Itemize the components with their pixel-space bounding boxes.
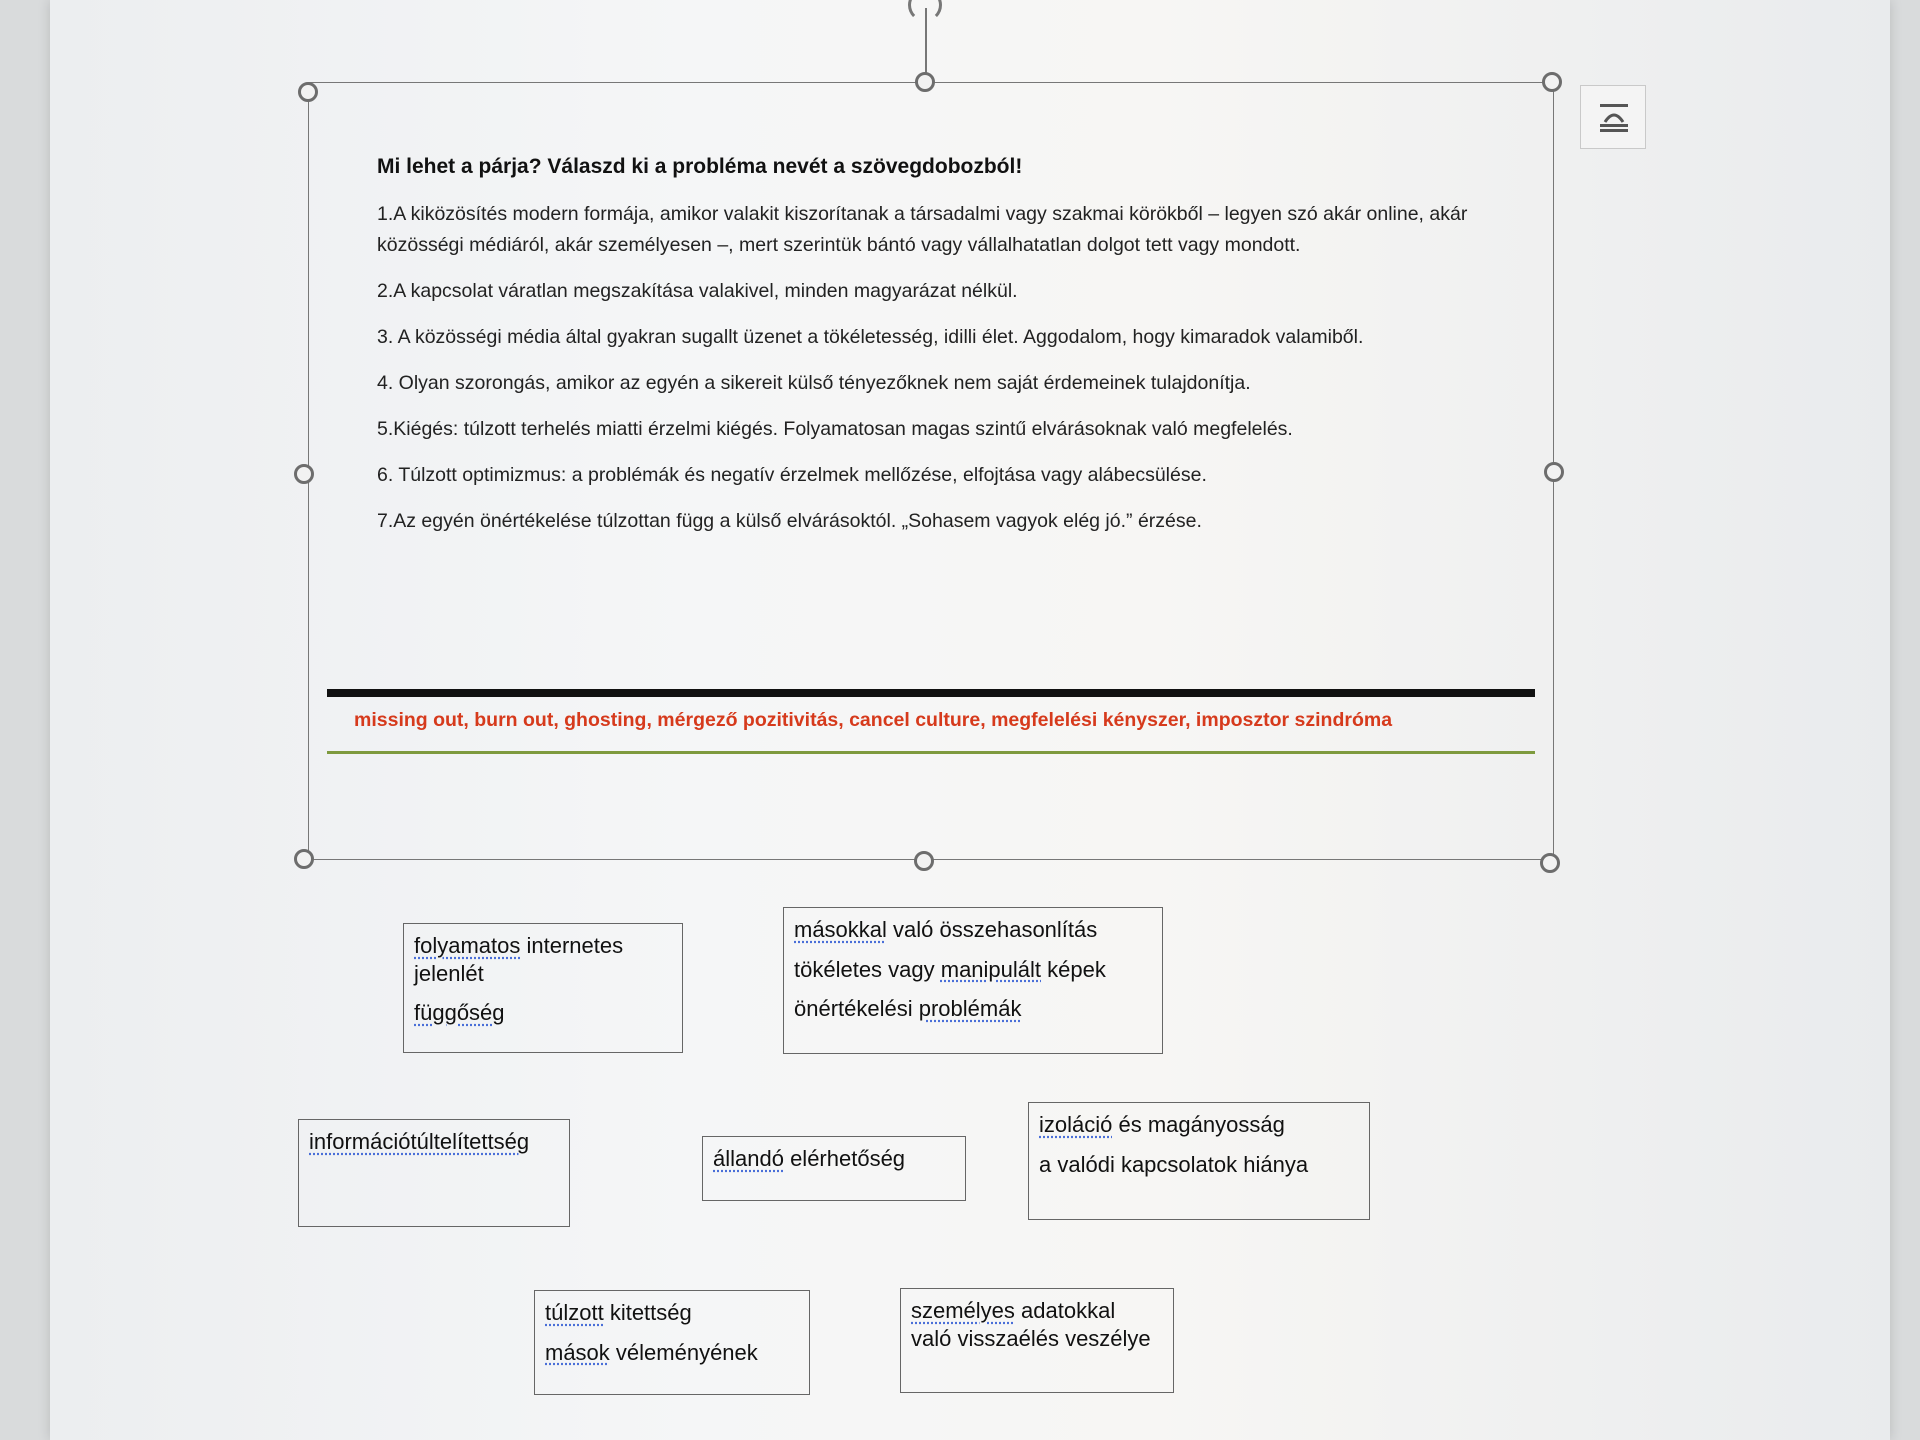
text-box-information-overload[interactable]: [298, 1119, 570, 1227]
text-box-availability[interactable]: [702, 1136, 966, 1201]
item-4: 4. Olyan szorongás, amikor az egyén a sikereit külső tényezőknek nem saját érdemeinek tulajdonítja.: [377, 372, 1251, 394]
word: másokkal: [794, 917, 887, 942]
word: önértékelési: [794, 996, 919, 1021]
resize-handle-top-center[interactable]: [915, 72, 935, 92]
resize-handle-middle-left[interactable]: [294, 464, 314, 484]
item-3: 3. A közösségi média által gyakran sugallt üzenet a tökéletesség, idilli élet. Aggodalom, hogy kimaradok valamiből.: [377, 326, 1364, 348]
line: a valódi kapcsolatok hiánya: [1039, 1151, 1309, 1177]
word: mások: [545, 1339, 610, 1365]
word: függőség: [414, 1000, 505, 1025]
exercise-title: Mi lehet a párja? Válaszd ki a probléma nevét a szövegdobozból!: [377, 155, 1023, 178]
word: adatokkal: [1014, 1298, 1116, 1323]
layout-options-icon: [1598, 102, 1630, 134]
resize-handle-bottom-center[interactable]: [914, 851, 934, 871]
text-box-internet[interactable]: [403, 923, 683, 1053]
document-page: [50, 0, 1890, 1440]
word: manipulált: [940, 956, 1042, 982]
word: információtúltelítettség: [309, 1129, 530, 1154]
text-box-content: [377, 155, 1527, 552]
word: képek: [1041, 956, 1106, 982]
word: folyamatos: [414, 933, 521, 958]
word: véleményének: [609, 1339, 758, 1365]
resize-handle-middle-right[interactable]: [1544, 462, 1564, 482]
word-bank: missing out, burn out, ghosting, mérgező pozitivitás, cancel culture, megfelelési kényszer, imposztor szindróma: [354, 709, 1393, 731]
word: kitettség: [603, 1300, 692, 1325]
word: izoláció: [1039, 1112, 1113, 1137]
word: túlzott: [545, 1300, 604, 1325]
word: és magányosság: [1112, 1112, 1285, 1137]
resize-handle-bottom-left[interactable]: [294, 849, 314, 869]
divider-green: [327, 751, 1535, 754]
text-box-isolation[interactable]: [1028, 1102, 1370, 1220]
divider-black: [327, 689, 1535, 697]
word: való összehasonlítás: [886, 917, 1098, 942]
text-box-personal-data[interactable]: [900, 1288, 1174, 1393]
word: problémák: [918, 996, 1022, 1021]
word: elérhetőség: [783, 1146, 906, 1171]
item-2: 2.A kapcsolat váratlan megszakítása valakivel, minden magyarázat nélkül.: [377, 280, 1018, 302]
item-5: 5.Kiégés: túlzott terhelés miatti érzelmi kiégés. Folyamatosan magas szintű elvárásoknak való megfelelés.: [377, 418, 1293, 440]
line: jelenlét: [414, 960, 484, 986]
text-box-exposure[interactable]: [534, 1290, 810, 1395]
resize-handle-top-left[interactable]: [298, 82, 318, 102]
rotate-handle-icon[interactable]: [908, 0, 942, 22]
resize-handle-bottom-right[interactable]: [1540, 853, 1560, 873]
item-7: 7.Az egyén önértékelése túlzottan függ a külső elvárásoktól. „Sohasem vagyok elég jó.” érzése.: [377, 510, 1202, 532]
resize-handle-top-right[interactable]: [1542, 72, 1562, 92]
word: személyes: [911, 1298, 1015, 1323]
item-6: 6. Túlzott optimizmus: a problémák és negatív érzelmek mellőzése, elfojtása vagy alábecsülése.: [377, 464, 1207, 486]
line: való visszaélés veszélye: [911, 1325, 1151, 1351]
word: internetes: [520, 933, 624, 958]
item-1: 1.A kiközösítés modern formája, amikor valakit kiszorítanak a társadalmi vagy szakmai körökből – legyen szó akár online, akár közösségi médiáról, akár személyesen –, mert szerintük bántó vagy vállalhatatlan dolgot tett vagy mondott.: [377, 203, 1468, 256]
word: állandó: [713, 1146, 784, 1171]
word: tökéletes vagy: [794, 956, 941, 982]
layout-options-button[interactable]: [1580, 85, 1646, 149]
text-box-comparison[interactable]: [783, 907, 1163, 1054]
